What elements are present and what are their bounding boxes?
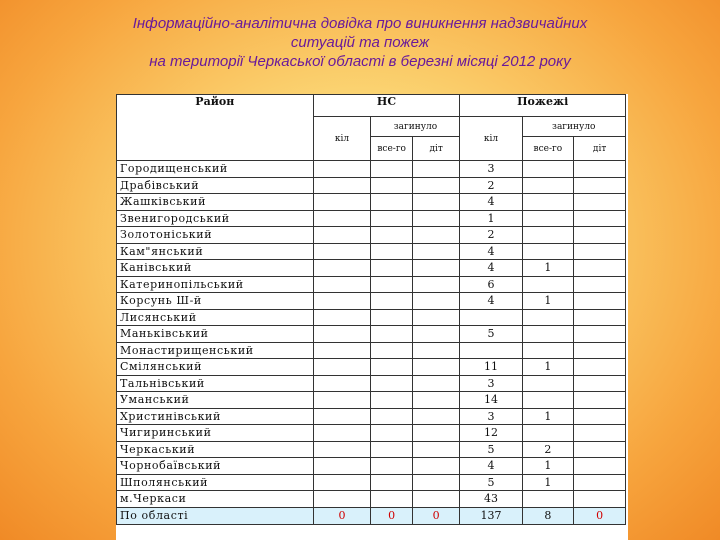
cell-ns-children (412, 260, 460, 277)
header-fires-count: кіл (460, 117, 522, 161)
header-ns-children: діт (412, 137, 460, 161)
cell-ns-total (371, 260, 412, 277)
cell-ns-count (313, 474, 371, 491)
cell-ns-children (412, 326, 460, 343)
cell-fires-count: 4 (460, 243, 522, 260)
cell-fires-count: 14 (460, 392, 522, 409)
district-name: Тальнівський (117, 375, 314, 392)
cell-ns-count (313, 375, 371, 392)
table-row (117, 458, 626, 475)
district-name: Черкаський (117, 441, 314, 458)
district-name: Золотоніський (117, 227, 314, 244)
district-name: Смілянський (117, 359, 314, 376)
table-row (117, 491, 626, 508)
cell-ns-count (313, 227, 371, 244)
cell-fires-total (522, 227, 574, 244)
table-row (117, 161, 626, 178)
cell-fires-count: 12 (460, 425, 522, 442)
cell-ns-count (313, 359, 371, 376)
district-name: Чигиринський (117, 425, 314, 442)
table-row (117, 408, 626, 425)
cell-ns-total (371, 474, 412, 491)
cell-ns-total (371, 309, 412, 326)
table-row (117, 227, 626, 244)
cell-fires-children (574, 441, 626, 458)
cell-fires-total: 1 (522, 474, 574, 491)
cell-ns-count (313, 161, 371, 178)
cell-fires-children (574, 293, 626, 310)
cell-fires-total (522, 342, 574, 359)
cell-fires-total (522, 161, 574, 178)
cell-ns-children (412, 161, 460, 178)
district-name: Уманський (117, 392, 314, 409)
table-row (117, 474, 626, 491)
cell-fires-total (522, 375, 574, 392)
cell-ns-children (412, 408, 460, 425)
table-row (117, 293, 626, 310)
cell-fires-count (460, 309, 522, 326)
cell-fires-children (574, 210, 626, 227)
cell-ns-total (371, 326, 412, 343)
district-name: Маньківський (117, 326, 314, 343)
cell-fires-count: 3 (460, 161, 522, 178)
title-line-2: ситуацій та пожеж (290, 34, 430, 51)
table-row (117, 177, 626, 194)
total-fires-count: 137 (460, 507, 522, 524)
cell-ns-total (371, 425, 412, 442)
table-row (117, 326, 626, 343)
cell-fires-count: 1 (460, 210, 522, 227)
cell-fires-count: 5 (460, 474, 522, 491)
district-name: Чорнобаївський (117, 458, 314, 475)
cell-ns-total (371, 194, 412, 211)
cell-ns-total (371, 441, 412, 458)
cell-fires-count: 43 (460, 491, 522, 508)
cell-ns-children (412, 309, 460, 326)
cell-fires-children (574, 326, 626, 343)
cell-ns-total (371, 210, 412, 227)
district-name: Шполянський (117, 474, 314, 491)
district-name: Лисянський (117, 309, 314, 326)
cell-fires-total: 1 (522, 458, 574, 475)
cell-ns-total (371, 227, 412, 244)
cell-ns-children (412, 425, 460, 442)
cell-ns-count (313, 276, 371, 293)
cell-fires-count: 2 (460, 227, 522, 244)
cell-ns-children (412, 177, 460, 194)
table-row (117, 342, 626, 359)
table-row (117, 359, 626, 376)
cell-ns-children (412, 210, 460, 227)
table-row (117, 260, 626, 277)
cell-ns-total (371, 408, 412, 425)
table-body (117, 161, 626, 508)
total-row (117, 507, 626, 524)
district-name: Катеринопільський (117, 276, 314, 293)
cell-ns-total (371, 359, 412, 376)
table-row (117, 441, 626, 458)
cell-fires-children (574, 276, 626, 293)
cell-fires-total: 1 (522, 293, 574, 310)
cell-fires-total: 1 (522, 260, 574, 277)
total-fires-children: 0 (574, 507, 626, 524)
header-district: Район (117, 95, 314, 161)
cell-ns-total (371, 276, 412, 293)
cell-fires-children (574, 227, 626, 244)
cell-ns-count (313, 260, 371, 277)
total-ns-count: 0 (313, 507, 371, 524)
cell-ns-total (371, 293, 412, 310)
header-fires: Пожежі (460, 95, 626, 117)
cell-fires-count: 5 (460, 326, 522, 343)
cell-fires-total (522, 210, 574, 227)
cell-ns-count (313, 342, 371, 359)
cell-ns-children (412, 375, 460, 392)
cell-ns-count (313, 491, 371, 508)
cell-fires-total (522, 392, 574, 409)
cell-fires-count (460, 342, 522, 359)
cell-fires-children (574, 243, 626, 260)
cell-ns-children (412, 243, 460, 260)
total-label: По області (117, 507, 314, 524)
cell-ns-count (313, 326, 371, 343)
district-name: Канівський (117, 260, 314, 277)
table-row (117, 210, 626, 227)
district-name: Кам"янський (117, 243, 314, 260)
cell-fires-total (522, 326, 574, 343)
total-ns-children: 0 (412, 507, 460, 524)
cell-ns-count (313, 243, 371, 260)
cell-fires-children (574, 161, 626, 178)
district-name: Жашківський (117, 194, 314, 211)
cell-ns-children (412, 458, 460, 475)
cell-fires-total (522, 425, 574, 442)
cell-fires-total: 1 (522, 408, 574, 425)
district-name: Корсунь Ш-й (117, 293, 314, 310)
table-row (117, 194, 626, 211)
district-name: Монастирищенський (117, 342, 314, 359)
table-total (117, 507, 626, 524)
cell-ns-count (313, 392, 371, 409)
cell-fires-count: 2 (460, 177, 522, 194)
cell-fires-children (574, 458, 626, 475)
table-row (117, 392, 626, 409)
cell-fires-children (574, 359, 626, 376)
cell-fires-children (574, 177, 626, 194)
district-name: Городищенський (117, 161, 314, 178)
cell-fires-total: 2 (522, 441, 574, 458)
page-title (40, 14, 680, 71)
cell-fires-count: 6 (460, 276, 522, 293)
cell-ns-total (371, 243, 412, 260)
total-ns-died: 0 (371, 507, 412, 524)
cell-fires-children (574, 491, 626, 508)
cell-fires-total (522, 243, 574, 260)
cell-ns-count (313, 194, 371, 211)
cell-fires-total (522, 194, 574, 211)
cell-fires-count: 3 (460, 375, 522, 392)
table-row (117, 425, 626, 442)
header-fires-children: діт (574, 137, 626, 161)
table-header (117, 95, 626, 161)
header-ns-count: кіл (313, 117, 371, 161)
report-sheet (116, 94, 628, 540)
cell-ns-total (371, 375, 412, 392)
cell-ns-count (313, 441, 371, 458)
cell-fires-total (522, 309, 574, 326)
cell-fires-count: 4 (460, 194, 522, 211)
cell-fires-total (522, 177, 574, 194)
cell-fires-total: 1 (522, 359, 574, 376)
cell-ns-count (313, 210, 371, 227)
cell-fires-count: 5 (460, 441, 522, 458)
cell-ns-children (412, 342, 460, 359)
cell-ns-count (313, 425, 371, 442)
title-line-1: Інформаційно-аналітична довідка про виникнення надзвичайних (132, 15, 588, 32)
total-fires-died: 8 (522, 507, 574, 524)
cell-ns-count (313, 408, 371, 425)
cell-ns-children (412, 276, 460, 293)
cell-fires-children (574, 392, 626, 409)
cell-ns-count (313, 458, 371, 475)
cell-ns-children (412, 227, 460, 244)
cell-ns-total (371, 392, 412, 409)
cell-fires-children (574, 425, 626, 442)
header-fires-total: все-го (522, 137, 574, 161)
cell-fires-children (574, 375, 626, 392)
cell-fires-children (574, 309, 626, 326)
cell-fires-children (574, 194, 626, 211)
cell-ns-children (412, 293, 460, 310)
table-row (117, 309, 626, 326)
cell-ns-children (412, 392, 460, 409)
cell-fires-count: 3 (460, 408, 522, 425)
cell-ns-children (412, 194, 460, 211)
cell-ns-count (313, 177, 371, 194)
table-row (117, 276, 626, 293)
district-name: м.Черкаси (117, 491, 314, 508)
cell-ns-children (412, 359, 460, 376)
header-ns: НС (313, 95, 460, 117)
district-name: Христинівський (117, 408, 314, 425)
cell-ns-total (371, 491, 412, 508)
cell-fires-children (574, 342, 626, 359)
cell-ns-count (313, 309, 371, 326)
table-row (117, 243, 626, 260)
cell-ns-children (412, 474, 460, 491)
cell-fires-children (574, 260, 626, 277)
title-line-3: на території Черкаської області в березні місяці 2012 року (149, 53, 571, 70)
cell-ns-children (412, 491, 460, 508)
district-name: Драбівський (117, 177, 314, 194)
header-ns-total: все-го (371, 137, 412, 161)
header-ns-died: загинуло (371, 117, 460, 137)
cell-fires-count: 4 (460, 260, 522, 277)
cell-ns-children (412, 441, 460, 458)
cell-ns-total (371, 342, 412, 359)
cell-fires-count: 4 (460, 293, 522, 310)
cell-fires-children (574, 408, 626, 425)
report-table (116, 94, 626, 525)
cell-fires-count: 11 (460, 359, 522, 376)
cell-ns-total (371, 161, 412, 178)
cell-fires-count: 4 (460, 458, 522, 475)
cell-ns-total (371, 458, 412, 475)
cell-fires-total (522, 276, 574, 293)
table-row (117, 375, 626, 392)
district-name: Звенигородський (117, 210, 314, 227)
cell-fires-total (522, 491, 574, 508)
cell-ns-count (313, 293, 371, 310)
header-fires-died: загинуло (522, 117, 626, 137)
cell-ns-total (371, 177, 412, 194)
cell-fires-children (574, 474, 626, 491)
